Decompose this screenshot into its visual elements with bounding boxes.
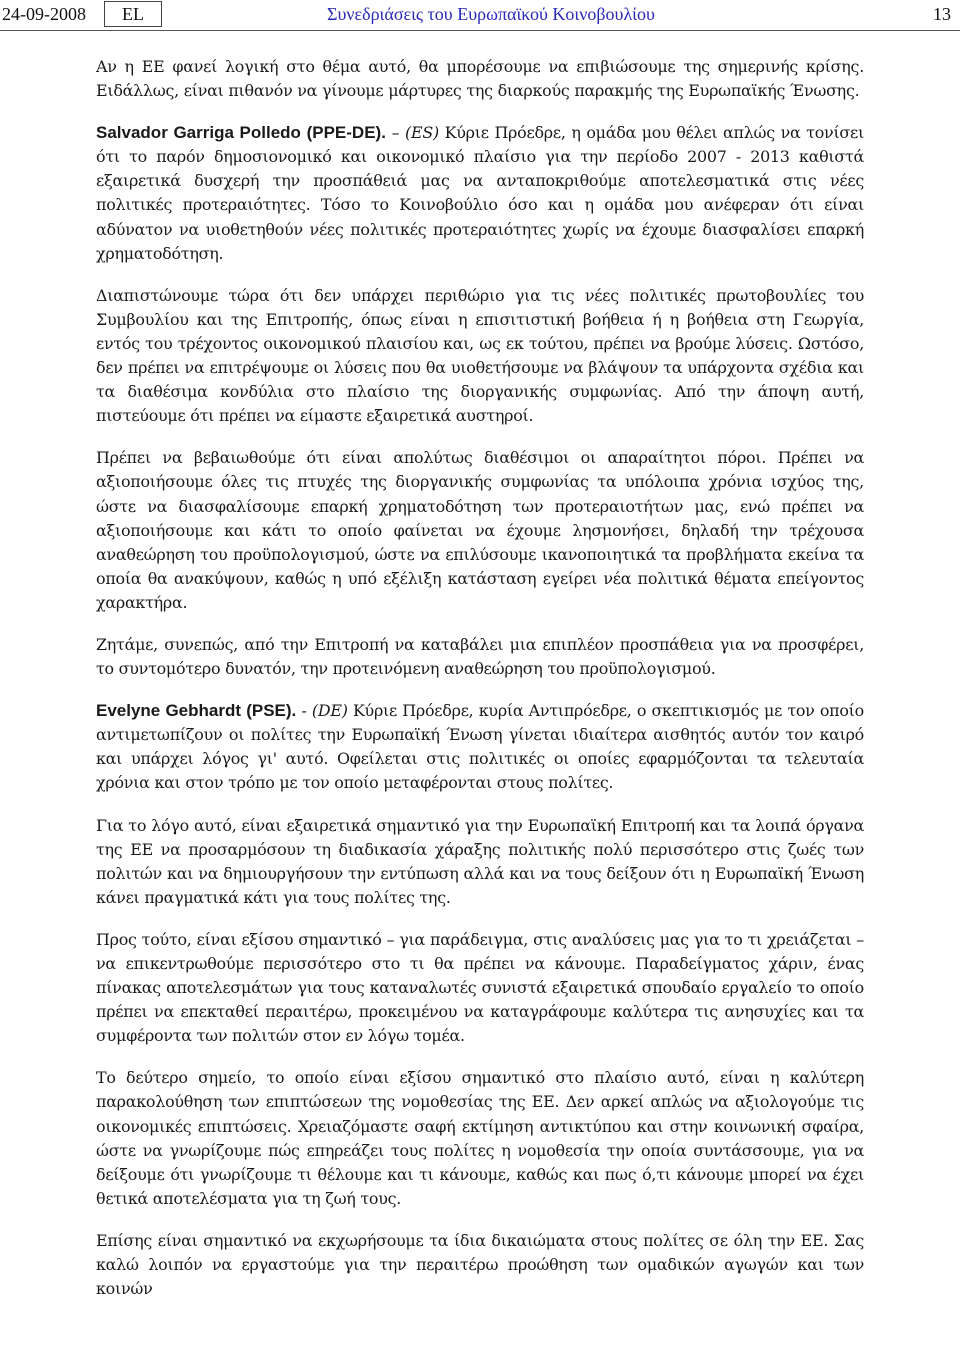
document-title: Συνεδριάσεις του Ευρωπαϊκού Κοινοβουλίου bbox=[327, 4, 655, 24]
language-tag: (ES) bbox=[405, 123, 439, 143]
paragraph bbox=[96, 1229, 864, 1301]
paragraph bbox=[96, 284, 864, 429]
paragraph bbox=[96, 633, 864, 681]
page-header bbox=[0, 0, 960, 31]
header-date: 24-09-2008 bbox=[2, 4, 86, 24]
speech-paragraph bbox=[96, 121, 864, 266]
paragraph-text: Ζητάμε, συνεπώς, από την Επιτροπή να καταβάλει μια επιπλέον προσπάθεια για να προσφέρει, το συντομότερο δυνατόν, την προτεινόμενη αναθεώρηση του προϋπολογισμού. bbox=[96, 634, 864, 679]
document-body bbox=[96, 55, 864, 1319]
paragraph bbox=[96, 446, 864, 615]
paragraph-text: Για το λόγο αυτό, είναι εξαιρετικά σημαντικό για την Ευρωπαϊκή Επιτροπή και τα λοιπά όργανα της ΕΕ να προσαρμόσουν τη διαδικασία χάραξης πολιτικής πολύ περισσότερο στις ζωές των πολιτών και να δημιουργήσουν την εντύπωση αλλά και να τους δείξουν ότι η Ευρωπαϊκή Ένωση κάνει πραγματικά κάτι για τους πολίτες της. bbox=[96, 815, 864, 907]
speaker-separator: - bbox=[296, 701, 312, 721]
paragraph-text: Διαπιστώνουμε τώρα ότι δεν υπάρχει περιθώριο για τις νέες πολιτικές πρωτοβουλίες του Συμβουλίου και της Επιτροπής, όπως είναι η επισιτιστική βοήθεια ή η βοήθεια στη Γεωργία, εντός του τρέχοντος οικονομικού πλαισίου και, ως εκ τούτου, πρέπει να βρούμε λύσεις. Ωστόσο, δεν πρέπει να επιτρέψουμε οι λύσεις που θα υιοθετήσουμε να βλάψουν τα υπάρχοντα σχέδια και τα διαθέσιμα κονδύλια στο πλαίσιο της διοργανικής συμφωνίας. Από την άποψη αυτή, πιστεύουμε ότι πρέπει να είμαστε εξαιρετικά αυστηροί. bbox=[96, 285, 864, 426]
paragraph-text: Κύριε Πρόεδρε, κυρία Αντιπρόεδρε, ο σκεπτικισμός με τον οποίο αντιμετωπίζουν οι πολίτες την Ευρωπαϊκή Ένωση γίνεται ιδιαίτερα αισθητός αυτόν τον καιρό και υπάρχει λόγος γι' αυτό. Οφείλεται στις πολιτικές οι οποίες εφαρμόζονται τα τελευταία χρόνια και στον τρόπο με τον οποίο μεταφέρονται στους πολίτες. bbox=[96, 701, 864, 793]
paragraph bbox=[96, 928, 864, 1048]
paragraph-text: Αν η ΕΕ φανεί λογική στο θέμα αυτό, θα μπορέσουμε να επιβιώσουμε της σημερινής κρίσης. Ειδάλλως, είναι πιθανόν να γίνουμε μάρτυρες της διαρκούς παρακμής της Ευρωπαϊκής Ένωσης. bbox=[96, 57, 864, 101]
paragraph-text: Επίσης είναι σημαντικό να εκχωρήσουμε τα ίδια δικαιώματα στους πολίτες σε όλη την ΕΕ. Σας καλώ λοιπόν να εργαστούμε για την περαιτέρω προώθηση των ομαδικών αγωγών και των κοινών bbox=[96, 1230, 864, 1299]
speech-paragraph bbox=[96, 699, 864, 795]
paragraph-text: Πρέπει να βεβαιωθούμε ότι είναι απολύτως διαθέσιμοι οι απαραίτητοι πόροι. Πρέπει να αξιοποιήσουμε όλες τις πτυχές της διοργανικής συμφωνίας τα υπόλοιπα χρόνια ισχύος της, ώστε να διασφαλίσουμε επαρκή χρηματοδότηση των προτεραιοτήτων μας, ενώ πρέπει να αξιοποιήσουμε και κάτι το οποίο φαίνεται να έχουμε λησμονήσει, δηλαδή την τρέχουσα αναθεώρηση του προϋπολογισμού, ώστε να επιλύσουμε ικανοποιητικά τα προβλήματα εκείνα τα οποία θα ανακύψουν, καθώς η υπό εξέλιξη κατάσταση εγείρει νέα πολιτικά θέματα επείγοντος χαρακτήρα. bbox=[96, 448, 864, 612]
paragraph bbox=[96, 1066, 864, 1211]
speaker-name: Evelyne Gebhardt (PSE). bbox=[96, 701, 297, 721]
page-number: 13 bbox=[933, 4, 951, 24]
paragraph bbox=[96, 55, 864, 103]
language-tag: (DE) bbox=[311, 701, 348, 721]
paragraph-text: Κύριε Πρόεδρε, η ομάδα μου θέλει απλώς να τονίσει ότι το παρόν δημοσιονομικό και οικονομικό πλαίσιο για την περίοδο 2007 - 2013 καθιστά εξαιρετικά δυσχερή την προσπάθειά μας να ανταποκριθούμε αποτελεσματικά στις νέες πολιτικές προτεραιότητες. Τόσο το Κοινοβούλιο όσο και η ομάδα μου ανέφεραν ότι είναι αδύνατον να υιοθετηθούν νέες πολιτικές προτεραιότητες χωρίς να έχουμε διασφαλίσει επαρκή χρηματοδότηση. bbox=[96, 123, 864, 263]
paragraph-text: Προς τούτο, είναι εξίσου σημαντικό – για παράδειγμα, στις αναλύσεις μας για το τι χρειάζεται – να επικεντρωθούμε περισσότερο στο τι θα πρέπει να κάνουμε. Παραδείγματος χάριν, ένας πίνακας αποτελεσμάτων για τους καταναλωτές συνιστά εξαιρετικά σπουδαίο εργαλείο το οποίο πρέπει να επεκταθεί περαιτέρω, προκειμένου να καταγράφουμε καλύτερα τις ανησυχίες και τα συμφέροντα των πολιτών στον εν λόγω τομέα. bbox=[96, 929, 864, 1046]
language-badge: EL bbox=[104, 1, 162, 27]
speaker-separator: – bbox=[385, 123, 406, 143]
speaker-name: Salvador Garriga Polledo (PPE-DE). bbox=[96, 123, 386, 143]
paragraph-text: Το δεύτερο σημείο, το οποίο είναι εξίσου σημαντικό στο πλαίσιο αυτό, είναι η καλύτερη παρακολούθηση των επιπτώσεων της νομοθεσίας της ΕΕ. Δεν αρκεί απλώς να αξιολογούμε τις οικονομικές επιπτώσεις. Χρειαζόμαστε σαφή εκτίμηση αντικτύπου και στην κοινωνική σφαίρα, ώστε να γνωρίζουμε πώς επηρεάζει τους πολίτες η νομοθεσία την οποία συντάσσουμε, για να δείξουμε ότι γνωρίζουμε τι θέλουμε και τι κάνουμε, καθώς και πως ό,τι κάνουμε μπορεί να έχει θετικά αποτελέσματα για τη ζωή τους. bbox=[96, 1068, 864, 1208]
paragraph bbox=[96, 814, 864, 910]
